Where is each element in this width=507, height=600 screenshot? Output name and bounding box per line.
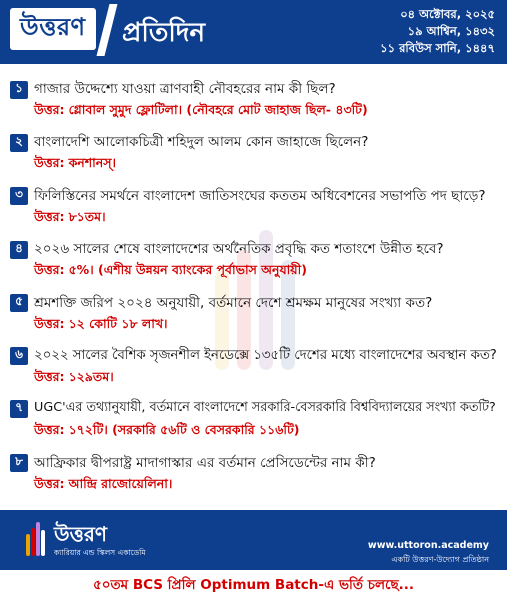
qa-item-4 (0, 232, 507, 285)
date-block (380, 6, 495, 57)
footer-brand: উত্তরণ (54, 522, 107, 546)
qa-item-5 (0, 286, 507, 339)
answer-text: কনশানস্‌। (68, 155, 116, 171)
qa-item-7 (0, 392, 507, 445)
question-number: ৩ (10, 187, 28, 205)
answer-label: উত্তর: (34, 315, 65, 331)
question-text: গাজার উদ্দেশ্যে যাওয়া ত্রাণবাহী নৌবহরের নাম কী ছিল? (34, 81, 336, 97)
admission-banner (0, 570, 507, 600)
answer-label: উত্তর: (34, 155, 65, 171)
question-text: UGC'এর তথ্যানুযায়ী, বর্তমানে বাংলাদেশে সরকারি-বেসরকারি বিশ্ববিদ্যালয়ের সংখ্যা কতটি? (34, 400, 496, 416)
admission-banner-text: ৫০তম BCS প্রিলি Optimum Batch-এ ভর্তি চলছে... (92, 576, 415, 593)
question-text: আফ্রিকার দ্বীপরাষ্ট্র মাদাগাস্কার এর বর্তমান প্রেসিডেন্টের নাম কী? (34, 454, 376, 471)
qa-item-2 (0, 125, 507, 178)
answer-text: ১২৯তম। (68, 368, 114, 384)
question-number: ১ (10, 81, 28, 99)
question-text: শ্রমশক্তি জরিপ ২০২৪ অনুযায়ী, বর্তমানে দেশে শ্রমক্ষম মানুষের সংখ্যা কত? (34, 294, 433, 311)
brand-divider (97, 4, 118, 56)
answer-text: আন্দ্রি রাজোয়েলিনা। (68, 475, 173, 491)
answer-label: উত্তর: (34, 368, 65, 384)
answer-label: উত্তর: (34, 475, 65, 491)
date-bangla: ১৯ আশ্বিন, ১৪৩২ (407, 24, 495, 38)
question-number: ৬ (10, 347, 28, 365)
answer-text: ১২ কোটি ১৮ লাখ। (68, 315, 168, 331)
answer-text: ১৭২টি। (সরকারি ৫৬টি ও বেসরকারি ১১৬টি) (68, 422, 300, 438)
question-text: ফিলিস্তিনের সমর্থনে বাংলাদেশ জাতিসংঘের কততম অধিবেশনের সভাপতি পদ ছাড়ে? (34, 187, 486, 204)
question-text: ২০২৬ সালের শেষে বাংলাদেশের অর্থনৈতিক প্রবৃদ্ধি কত শতাংশে উন্নীত হবে? (34, 241, 444, 258)
question-number: ৪ (10, 241, 28, 259)
date-hijri: ১১ রবিউস সানি, ১৪৪৭ (380, 41, 495, 55)
qa-item-6 (0, 339, 507, 392)
brand-subtitle: প্রতিদিন (122, 18, 205, 48)
footer-website-link[interactable]: www.uttoron.academy (367, 540, 489, 551)
answer-label: উত্তর: (34, 102, 65, 117)
answer-label: উত্তর: (34, 208, 65, 224)
header (0, 0, 507, 64)
answer-label: উত্তর: (34, 262, 65, 278)
brand-logo (10, 8, 96, 50)
qa-item-1 (0, 72, 507, 125)
qa-item-3 (0, 179, 507, 232)
question-number: ৮ (10, 454, 28, 472)
footer-slogan: একটি উত্তরণ-উদ্যোগ প্রতিষ্ঠান (391, 555, 489, 564)
answer-text: গ্লোবাল সুমুদ ফ্লোটিলা। (নৌবহরে মোট জাহাজ ছিল- ৪৩টি) (68, 102, 368, 117)
qa-list (0, 72, 507, 499)
question-text: বাংলাদেশি আলোকচিত্রী শহিদুল আলম কোন জাহাজে ছিলেন? (34, 134, 369, 151)
question-text: ২০২২ সালের বৈশিক সৃজনশীল ইনডেক্সে ১৩৫টি দেশের মধ্যে বাংলাদেশের অবস্থান কত? (34, 347, 497, 363)
question-number: ৭ (10, 400, 28, 418)
footer (0, 510, 507, 570)
answer-text: ৫%। (এশীয় উন্নয়ন ব্যাংকের পূর্বাভাস অনুযায়ী) (68, 262, 307, 278)
date-gregorian: ০৪ অক্টোবর, ২০২৫ (400, 7, 495, 21)
answer-text: ৮১তম। (68, 208, 106, 224)
brand-name: উত্তরণ (20, 13, 86, 41)
uttoron-logo-icon (26, 522, 46, 556)
answer-label: উত্তর: (34, 422, 65, 438)
qa-item-8 (0, 446, 507, 499)
footer-tagline: ক্যারিয়ার এন্ড স্কিলস একাডেমি (54, 548, 146, 557)
question-number: ২ (10, 134, 28, 152)
question-number: ৫ (10, 294, 28, 312)
